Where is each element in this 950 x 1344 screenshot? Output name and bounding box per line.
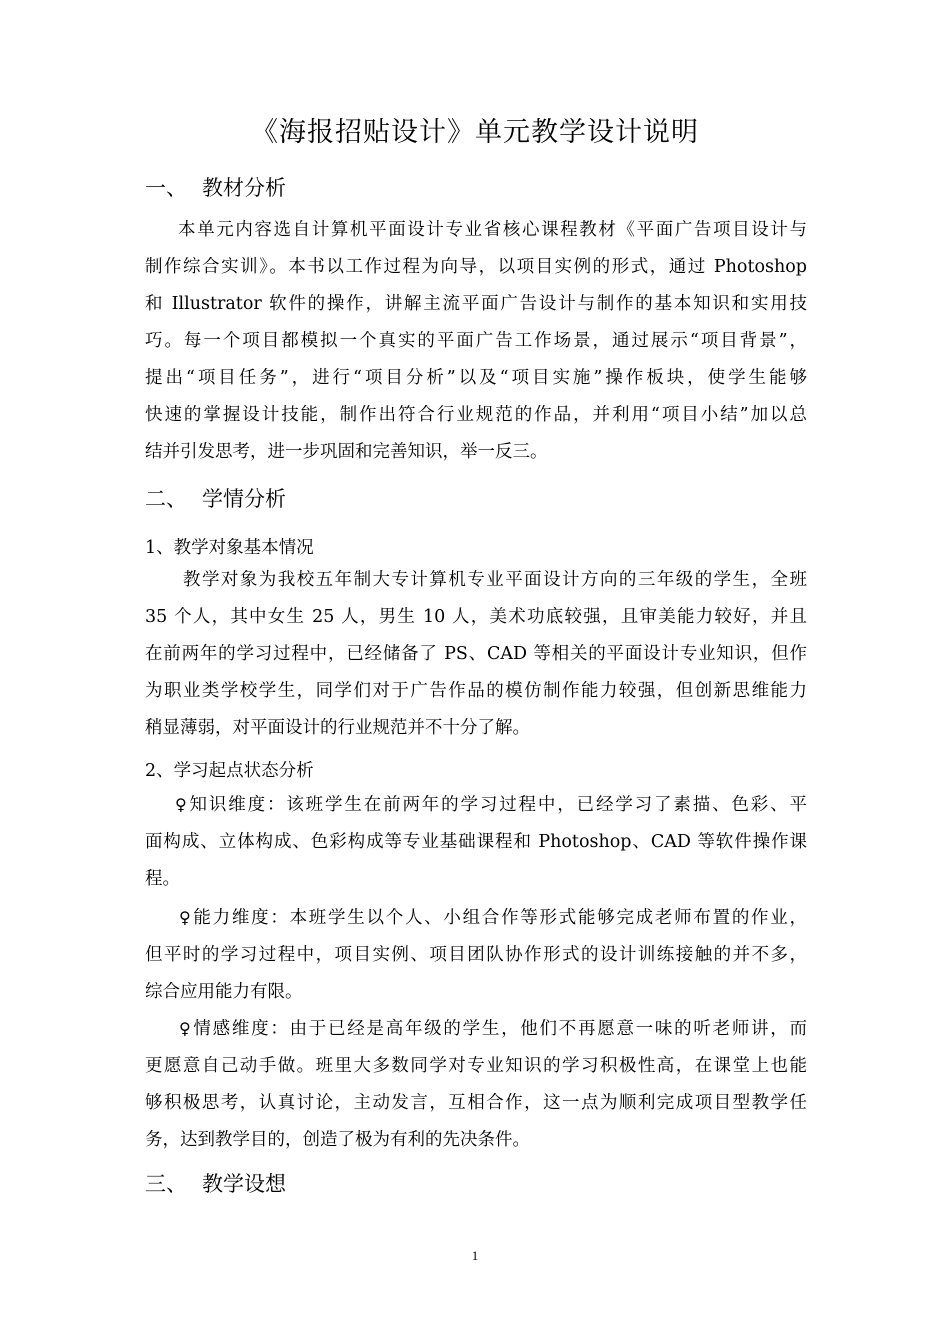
text-line: 结并引发思考，进一步巩固和完善知识，举一反三。 — [145, 442, 548, 462]
text-line: 为职业类学校学生，同学们对于广告作品的模仿制作能力较强，但创新思维能力 — [145, 681, 807, 701]
text-line: 够积极思考，认真讨论，主动发言，互相合作，这一点为顺利完成项目型教学任 — [145, 1093, 807, 1113]
text-line: 35 个人，其中女生 25 人，男生 10 人，美术功底较强，且审美能力较好，并且 — [145, 607, 807, 627]
section-number: 二、 — [145, 487, 187, 511]
text-line: 但平时的学习过程中，项目实例、项目团队协作形式的设计训练接触的并不多， — [145, 945, 807, 965]
text-line: 制作综合实训》。本书以工作过程为向导，以项目实例的形式，通过 Photoshop — [145, 257, 807, 277]
section-label: 教学设想 — [202, 1172, 286, 1196]
text-line: 在前两年的学习过程中，已经储备了 PS、CAD 等相关的平面设计专业知识，但作 — [145, 644, 807, 664]
text-line: 快速的掌握设计技能，制作出符合行业规范的作品，并利用“项目小结”加以总 — [145, 405, 807, 425]
section-label: 教材分析 — [202, 176, 286, 200]
section-heading-3 — [145, 1168, 286, 1198]
text-line: 稍显薄弱，对平面设计的行业规范并不十分了解。 — [145, 718, 530, 738]
paragraph-knowledge — [145, 786, 807, 898]
bullet-icon: ♀ — [179, 908, 191, 927]
bullet-icon: ♀ — [179, 1019, 191, 1038]
document-title: 《海报招贴设计》单元教学设计说明 — [251, 117, 699, 148]
text-line: 提出“项目任务”，进行“项目分析”以及“项目实施”操作板块，使学生能够 — [145, 368, 807, 388]
text-line: 务，达到教学目的，创造了极为有利的先决条件。 — [145, 1130, 530, 1150]
text-line: 更愿意自己动手做。班里大多数同学对专业知识的学习积极性高，在课堂上也能 — [145, 1056, 807, 1076]
bullet-icon: ♀ — [175, 795, 187, 814]
section-heading-1 — [145, 172, 286, 202]
text-line: ♀能力维度：本班学生以个人、小组合作等形式能够完成老师布置的作业， — [145, 899, 807, 937]
page-number: 1 — [471, 1248, 479, 1263]
section-number: 一、 — [145, 176, 187, 200]
subheading-starting-point: 2、学习起点状态分析 — [145, 761, 314, 781]
paragraph-ability — [145, 899, 807, 1011]
section-label: 学情分析 — [202, 487, 286, 511]
text-line: 本单元内容选自计算机平面设计专业省核心课程教材《平面广告项目设计与 — [178, 220, 807, 240]
text-line: ♀知识维度：该班学生在前两年的学习过程中，已经学习了素描、色彩、平 — [145, 786, 807, 824]
paragraph-students — [145, 562, 807, 747]
text-line: 面构成、立体构成、色彩构成等专业基础课程和 Photoshop、CAD 等软件操作课 — [145, 832, 807, 852]
text-line: 综合应用能力有限。 — [145, 982, 303, 1002]
section-number: 三、 — [145, 1172, 187, 1196]
subheading-students: 1、教学对象基本情况 — [145, 538, 314, 558]
paragraph-emotion — [145, 1010, 807, 1159]
text-line: 和 Illustrator 软件的操作，讲解主流平面广告设计与制作的基本知识和实用技 — [145, 294, 807, 314]
text-line: ♀情感维度：由于已经是高年级的学生，他们不再愿意一味的听老师讲，而 — [145, 1010, 807, 1048]
text-line: 教学对象为我校五年制大专计算机专业平面设计方向的三年级的学生，全班 — [183, 570, 807, 590]
text-line: 巧。每一个项目都模拟一个真实的平面广告工作场景，通过展示“项目背景”， — [145, 331, 807, 351]
paragraph-textbook-analysis — [145, 212, 807, 471]
section-heading-2 — [145, 483, 286, 513]
text-line: 程。 — [145, 869, 180, 889]
